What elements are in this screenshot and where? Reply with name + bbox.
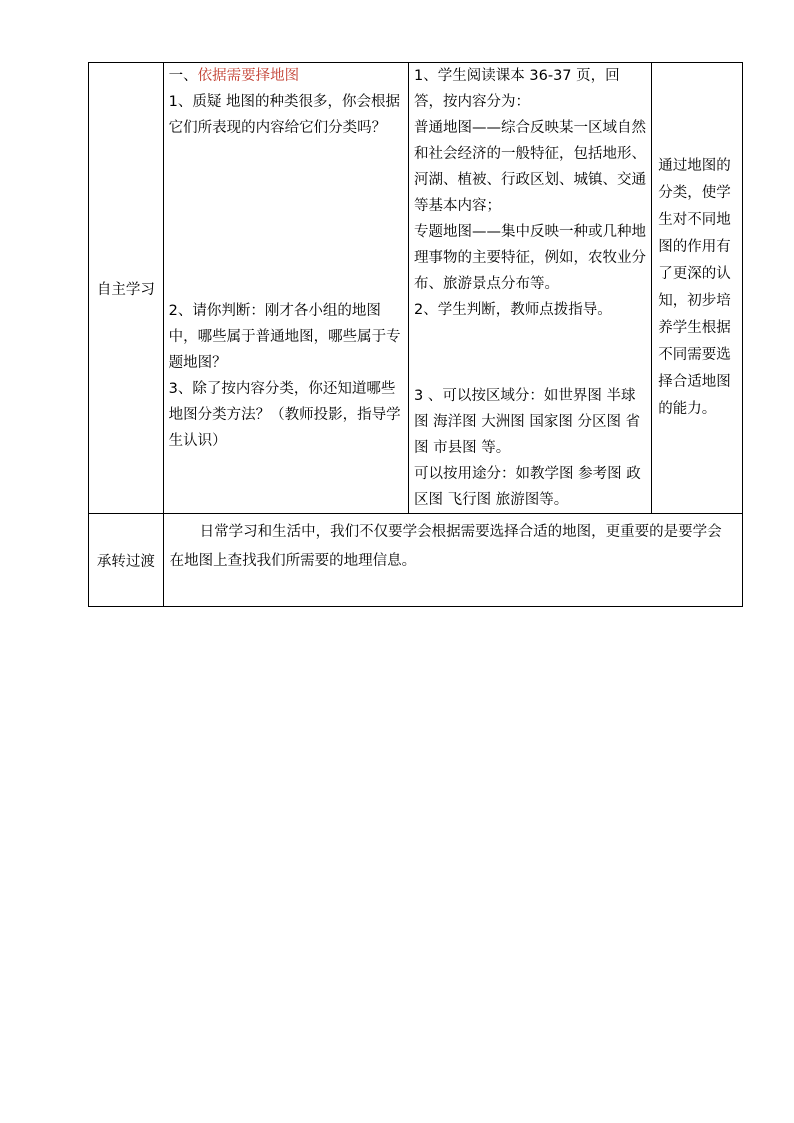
spacer [414,323,646,383]
teaching-content-cell [163,63,408,514]
design-intent-text: 通过地图的分类，使学生对不同地图的作用有了更深的认知，初步培养学生根据不同需要选择合适地图的能力。 [658,158,731,417]
lesson-plan-table [88,62,743,607]
question-1: 1、质疑 地图的种类很多，你会根据它们所表现的内容给它们分类吗？ [168,94,401,136]
section-heading-text: 依据需要择地图 [197,68,300,84]
activity-1: 1、学生阅读课本 36-37 页，回答，按内容分为： [414,68,620,110]
design-intent-cell [652,63,743,514]
self-study-label-cell [89,63,164,514]
section-heading [169,63,403,89]
self-study-label: 自主学习 [96,281,155,298]
activity-2: 2、学生判断，教师点拨指导。 [414,302,612,318]
transition-text: 日常学习和生活中，我们不仅要学会根据需要选择合适的地图，更重要的是要学会在地图上查找我们所需要的地理信息。 [169,524,722,569]
question-3: 3、除了按内容分类，你还知道哪些地图分类方法？（教师投影，指导学生认识） [168,381,401,449]
transition-content-cell [163,514,742,607]
transition-label-cell [89,514,164,607]
activity-thematic-map: 专题地图——集中反映一种或几种地理事物的主要特征，例如，农牧业分布、旅游景点分布等。 [414,224,647,292]
spacer [169,141,403,298]
activity-general-map: 普通地图——综合反映某一区域自然和社会经济的一般特征，包括地形、河湖、植被、行政区划、城镇、交通等基本内容； [414,120,647,214]
spacer [169,454,403,460]
student-activity-cell [409,63,652,514]
question-2: 2、请你判断：刚才各小组的地图中，哪些属于普通地图，哪些属于专题地图？ [168,303,401,371]
activity-3-usage: 可以按用途分：如教学图 参考图 政区图 飞行图 旅游图等。 [414,466,641,508]
activity-3: 3 、可以按区域分：如世界图 半球图 海洋图 大洲图 国家图 分区图 省图 市县图 等。 [414,388,641,456]
self-study-row [89,63,743,514]
transition-row [89,514,743,607]
transition-label: 承转过渡 [96,553,155,570]
section-heading-prefix: 一、 [168,68,198,84]
